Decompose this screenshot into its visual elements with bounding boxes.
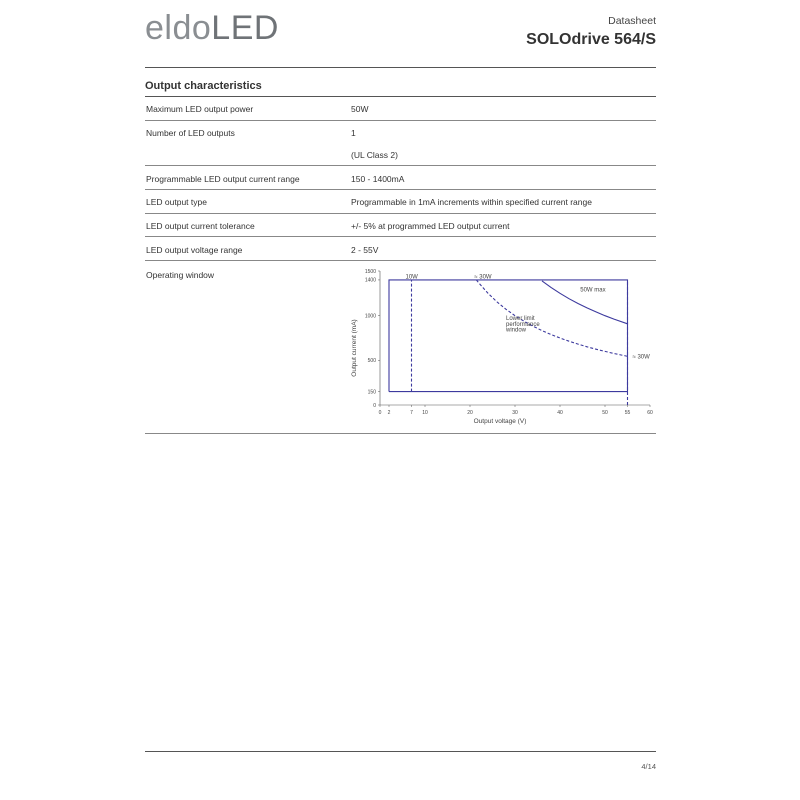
page-number: 4/14 xyxy=(641,762,656,771)
annotation-30w-right: ≈ 30W xyxy=(632,354,650,361)
table-bottom-divider xyxy=(145,433,656,434)
y-tick-label: 500 xyxy=(367,358,376,365)
annotation-10w: 10W xyxy=(405,274,418,281)
x-tick-label: 2 xyxy=(387,410,391,416)
row-label-current-range: Programmable LED output current range xyxy=(146,174,300,184)
x-tick-label: 7 xyxy=(410,410,413,416)
row-label-voltage-range: LED output voltage range xyxy=(146,245,243,255)
annotation-window: window xyxy=(506,327,527,334)
operating-window-chart xyxy=(345,262,660,430)
x-tick-label: 50 xyxy=(602,410,608,416)
x-tick-label: 55 xyxy=(624,410,631,416)
y-tick-label: 0 xyxy=(373,402,376,409)
row-value-voltage-range: 2 - 55V xyxy=(351,245,379,255)
row-divider xyxy=(145,165,656,166)
x-tick-label: 40 xyxy=(557,410,563,416)
row-label-output-type: LED output type xyxy=(146,197,207,207)
header-divider xyxy=(145,67,656,68)
y-tick-label: 1000 xyxy=(364,313,376,320)
annotation-lower-limit: Lower limit xyxy=(506,316,535,323)
x-tick-label: 20 xyxy=(467,410,473,416)
y-tick-label: 150 xyxy=(367,389,376,396)
logo-part-led: LED xyxy=(211,9,279,47)
eldoled-logo xyxy=(145,6,279,50)
row-value-max-power: 50W xyxy=(351,104,369,114)
annotation-50w-max: 50W max xyxy=(580,287,606,294)
row-divider xyxy=(145,189,656,190)
row-label-tolerance: LED output current tolerance xyxy=(146,221,255,231)
x-tick-label: 0 xyxy=(378,410,382,416)
row-value-output-type: Programmable in 1mA increments within specified current range xyxy=(351,197,592,207)
row-divider xyxy=(145,213,656,214)
chart-plot-area xyxy=(351,269,653,425)
section-title: Output characteristics xyxy=(145,80,262,92)
logo-part-eldo: eldo xyxy=(145,9,212,47)
footer-divider xyxy=(145,751,656,752)
row-divider xyxy=(145,120,656,121)
row-label-led-outputs: Number of LED outputs xyxy=(146,128,235,138)
x-tick-label: 60 xyxy=(647,410,653,416)
y-tick-label: 1400 xyxy=(364,277,376,284)
x-tick-label: 10 xyxy=(422,410,428,416)
row-divider xyxy=(145,236,656,237)
row-value-ul-class: (UL Class 2) xyxy=(351,150,398,160)
document-type: Datasheet xyxy=(608,15,656,27)
y-tick-label: 1500 xyxy=(364,268,376,275)
annotation-performance: performance xyxy=(506,321,540,328)
row-divider xyxy=(145,260,656,261)
row-value-current-range: 150 - 1400mA xyxy=(351,174,405,184)
x-axis-label: Output voltage (V) xyxy=(473,418,527,425)
annotation-30w-top: ≈ 30W xyxy=(474,274,492,281)
section-divider xyxy=(145,96,656,97)
product-name: SOLOdrive 564/S xyxy=(526,31,656,48)
row-label-operating-window: Operating window xyxy=(146,270,215,280)
x-tick-label: 30 xyxy=(512,410,518,416)
row-value-tolerance: +/- 5% at programmed LED output current xyxy=(351,221,510,231)
series-operating-window-boundary xyxy=(389,280,628,392)
row-label-max-power: Maximum LED output power xyxy=(146,104,254,114)
y-axis-label: Output current (mA) xyxy=(351,319,358,377)
row-value-led-outputs: 1 xyxy=(351,128,356,138)
